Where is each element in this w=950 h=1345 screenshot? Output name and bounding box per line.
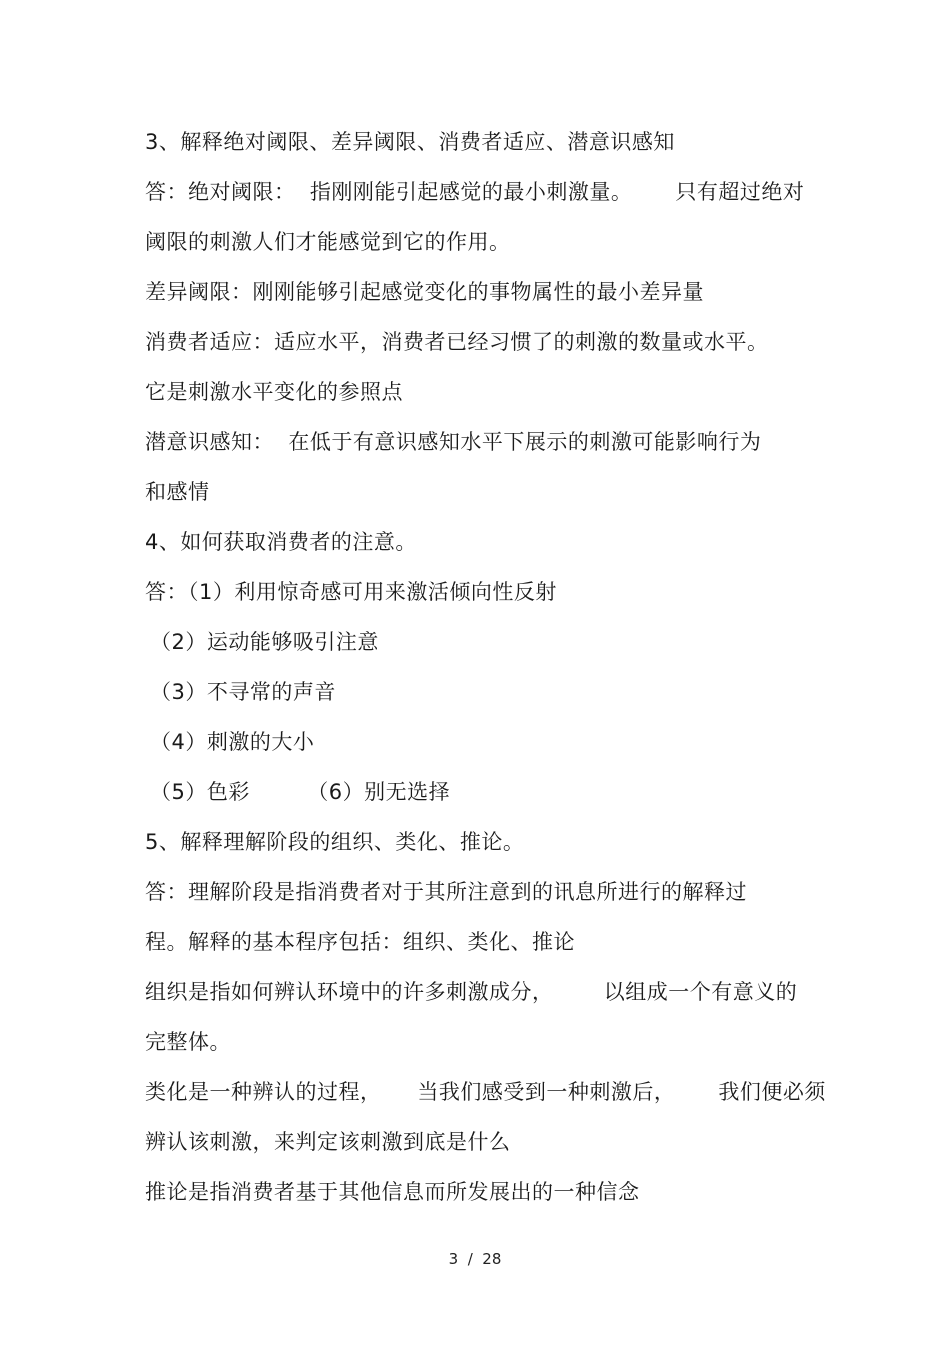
answer-difference-threshold: 差异阈限：刚刚能够引起感觉变化的事物属性的最小差异量: [145, 280, 704, 304]
answer-attention-item-2: （2）运动能够吸引注意: [150, 630, 379, 654]
question-4-heading: 4、如何获取消费者的注意。: [145, 530, 417, 554]
answer-attention-item-1: 答：（1）利用惊奇感可用来激活倾向性反射: [145, 580, 557, 604]
question-5-heading: 5、解释理解阶段的组织、类化、推论。: [145, 830, 525, 854]
answer-subliminal-perception-cont: 和感情: [145, 480, 210, 504]
answer-consumer-adaptation-cont: 它是刺激水平变化的参照点: [145, 380, 403, 404]
answer-organization: 组织是指如何辨认环境中的许多刺激成分， 以组成一个有意义的: [145, 980, 798, 1004]
answer-attention-item-3: （3）不寻常的声音: [150, 680, 336, 704]
answer-comprehension-stage-cont: 程。解释的基本程序包括：组织、类化、推论: [145, 930, 575, 954]
page-number: 3 / 28: [448, 1250, 502, 1268]
answer-subliminal-perception: 潜意识感知： 在低于有意识感知水平下展示的刺激可能影响行为: [145, 430, 762, 454]
answer-organization-cont: 完整体。: [145, 1030, 231, 1054]
answer-categorization: 类化是一种辨认的过程， 当我们感受到一种刺激后， 我们便必须: [145, 1080, 826, 1104]
answer-absolute-threshold-cont: 阈限的刺激人们才能感觉到它的作用。: [145, 230, 511, 254]
answer-attention-item-5-6: （5）色彩 （6）别无选择: [150, 780, 451, 804]
answer-consumer-adaptation: 消费者适应：适应水平，消费者已经习惯了的刺激的数量或水平。: [145, 330, 769, 354]
question-3-heading: 3、解释绝对阈限、差异阈限、消费者适应、潜意识感知: [145, 130, 675, 154]
answer-inference: 推论是指消费者基于其他信息而所发展出的一种信念: [145, 1180, 640, 1204]
answer-absolute-threshold: 答：绝对阈限： 指刚刚能引起感觉的最小刺激量。 只有超过绝对: [145, 180, 805, 204]
answer-attention-item-4: （4）刺激的大小: [150, 730, 315, 754]
answer-comprehension-stage: 答：理解阶段是指消费者对于其所注意到的讯息所进行的解释过: [145, 880, 747, 904]
answer-categorization-cont: 辨认该刺激，来判定该刺激到底是什么: [145, 1130, 511, 1154]
